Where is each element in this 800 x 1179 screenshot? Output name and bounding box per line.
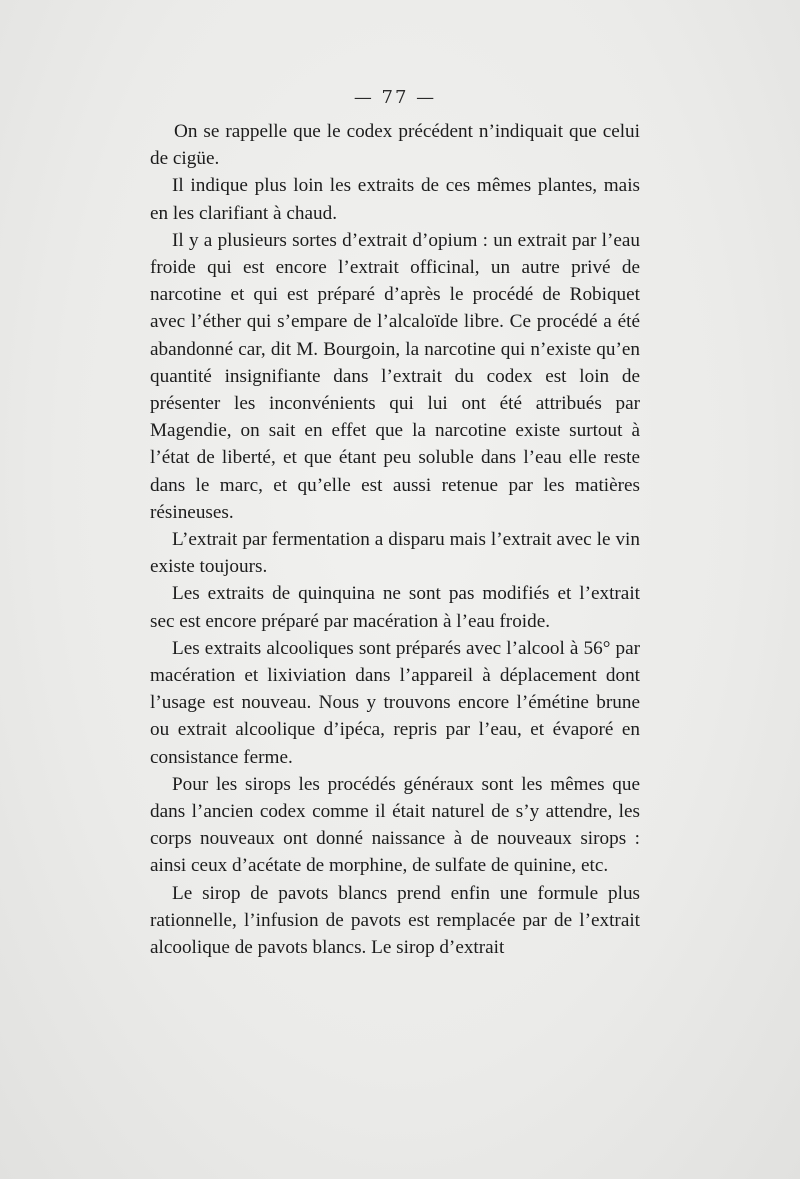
paragraph: Les extraits de quinquina ne sont pas modifiés et l’extrait sec est encore préparé par macération à l’eau froide. [150,583,640,632]
paragraph: L’extrait par fermentation a disparu mais l’extrait avec le vin existe toujours. [150,529,640,578]
paragraph: On se rappelle que le codex précédent n’indiquait que celui de cigüe. [150,121,640,170]
paragraph: Il y a plusieurs sortes d’extrait d’opium : un extrait par l’eau froide qui est encore l’extrait officinal, un autre privé de narcotine et qui est préparé d’après le procédé de Robiquet avec l’éther qui s’empare de l’alcaloïde libre. Ce procédé a été abandonné car, dit M. Bourgoin, la narcotine qui n’existe qu’en quantité insignifiante dans l’extrait du codex est loin de présenter les inconvénients qui lui ont été attribués par Magendie, on sait en effet que la narcotine existe surtout à l’état de liberté, et que étant peu soluble dans l’eau elle reste dans le marc, et qu’elle est aussi retenue par les matières résineuses. [150,229,640,523]
body-text [150,118,640,961]
paragraph: Il indique plus loin les extraits de ces mêmes plantes, mais en les clarifiant à chaud. [150,175,640,224]
paragraph: Le sirop de pavots blancs prend enfin une formule plus rationnelle, l’infusion de pavots est remplacée par de l’extrait alcoolique de pavots blancs. Le sirop d’extrait [150,882,640,959]
page-number: — 77 — [353,87,437,108]
paragraph: Les extraits alcooliques sont préparés avec l’alcool à 56° par macération et lixiviation dans l’appareil à déplacement dont l’usage est nouveau. Nous y trouvons encore l’émétine brune ou extrait alcoolique d’ipéca, repris par l’eau, et évaporé en consistance ferme. [150,637,640,768]
paragraph: Pour les sirops les procédés généraux sont les mêmes que dans l’ancien codex comme il était naturel de s’y attendre, les corps nouveaux ont donné naissance à de nouveaux sirops : ainsi ceux d’acétate de morphine, de sulfate de quinine, etc. [150,773,640,877]
